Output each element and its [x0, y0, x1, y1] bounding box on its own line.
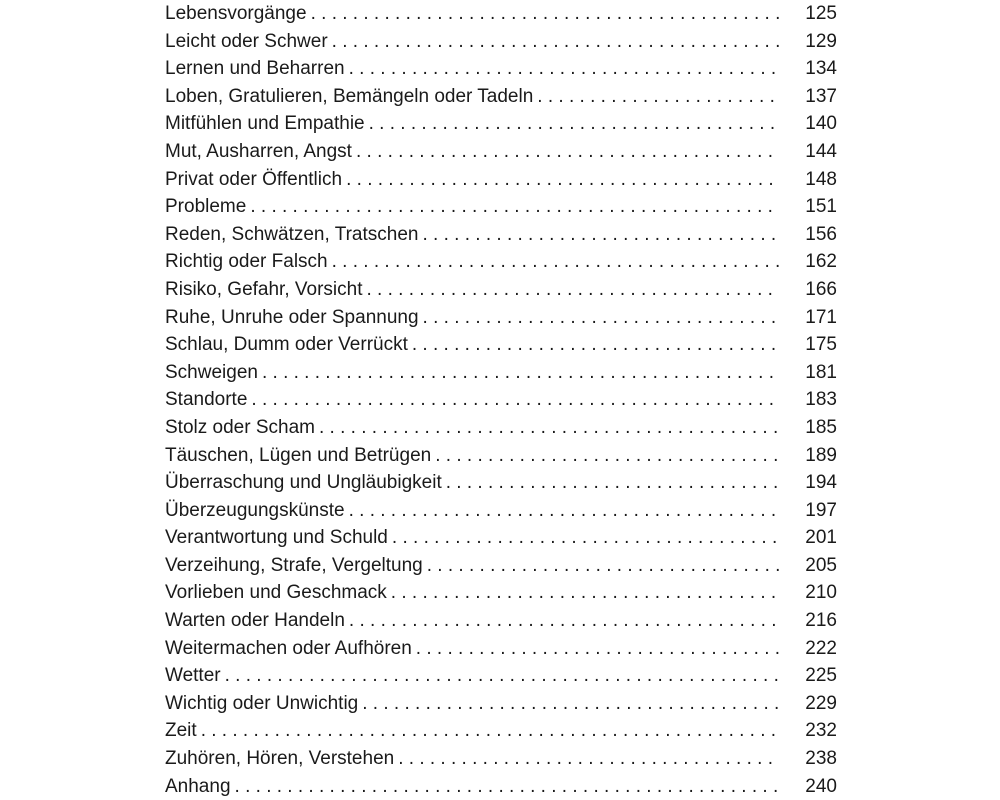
dot-leader [346, 166, 779, 194]
toc-entry-title: Wetter [165, 662, 225, 690]
toc-entry-title: Ruhe, Unruhe oder Spannung [165, 304, 423, 332]
toc-entry-title: Privat oder Öffentlich [165, 166, 346, 194]
dot-leader [412, 331, 779, 359]
dot-leader [349, 497, 779, 525]
toc-entry-page-number: 229 [805, 692, 837, 714]
toc-entry[interactable] [165, 607, 837, 635]
toc-entry-page-number: 181 [805, 361, 837, 383]
toc-entry-title: Täuschen, Lügen und Betrügen [165, 442, 435, 470]
toc-entry-title: Richtig oder Falsch [165, 248, 332, 276]
toc-entry-page-number: 185 [805, 416, 837, 438]
toc-entry[interactable] [165, 55, 837, 83]
toc-entry[interactable] [165, 331, 837, 359]
toc-entry-page-number: 238 [805, 748, 837, 770]
toc-entry-page-number: 183 [805, 389, 837, 411]
toc-entry-title: Standorte [165, 386, 251, 414]
toc-entry[interactable] [165, 28, 837, 56]
dot-leader [262, 359, 779, 387]
toc-entry-title: Loben, Gratulieren, Bemängeln oder Tadeln [165, 83, 537, 111]
toc-entry-page-number: 210 [805, 582, 837, 604]
dot-leader [332, 248, 779, 276]
dot-leader [311, 0, 779, 28]
toc-entry-title: Probleme [165, 193, 250, 221]
toc-entry[interactable] [165, 166, 837, 194]
toc-entry[interactable] [165, 138, 837, 166]
toc-entry[interactable] [165, 359, 837, 387]
toc-entry-page-number: 189 [805, 444, 837, 466]
toc-entry[interactable] [165, 497, 837, 525]
dot-leader [366, 276, 779, 304]
toc-entry[interactable] [165, 662, 837, 690]
toc-entry-page-number: 140 [805, 113, 837, 135]
toc-entry-page-number: 134 [805, 58, 837, 80]
table-of-contents [165, 0, 837, 800]
toc-entry-title: Wichtig oder Unwichtig [165, 690, 362, 718]
dot-leader [201, 717, 779, 745]
dot-leader [251, 386, 779, 414]
dot-leader [349, 55, 779, 83]
toc-entry-page-number: 137 [805, 85, 837, 107]
toc-entry[interactable] [165, 193, 837, 221]
dot-leader [435, 442, 779, 470]
toc-entry[interactable] [165, 773, 837, 800]
toc-entry-title: Schlau, Dumm oder Verrückt [165, 331, 412, 359]
toc-entry[interactable] [165, 0, 837, 28]
toc-entry-title: Leicht oder Schwer [165, 28, 332, 56]
toc-entry-title: Verantwortung und Schuld [165, 524, 392, 552]
toc-entry-title: Warten oder Handeln [165, 607, 349, 635]
toc-entry[interactable] [165, 717, 837, 745]
toc-entry-title: Stolz oder Scham [165, 414, 319, 442]
toc-entry-title: Vorlieben und Geschmack [165, 579, 391, 607]
toc-entry[interactable] [165, 579, 837, 607]
toc-entry-page-number: 240 [805, 775, 837, 797]
dot-leader [369, 110, 779, 138]
toc-entry-page-number: 222 [805, 637, 837, 659]
toc-entry[interactable] [165, 221, 837, 249]
dot-leader [362, 690, 779, 718]
toc-entry-page-number: 162 [805, 251, 837, 273]
toc-entry-page-number: 151 [805, 196, 837, 218]
toc-entry[interactable] [165, 276, 837, 304]
toc-entry-title: Anhang [165, 773, 235, 800]
toc-entry-title: Verzeihung, Strafe, Vergeltung [165, 552, 427, 580]
toc-entry-page-number: 205 [805, 554, 837, 576]
toc-entry-title: Mut, Ausharren, Angst [165, 138, 356, 166]
toc-entry[interactable] [165, 745, 837, 773]
toc-entry-title: Zeit [165, 717, 201, 745]
dot-leader [446, 469, 779, 497]
dot-leader [398, 745, 779, 773]
dot-leader [423, 304, 779, 332]
toc-entry-page-number: 225 [805, 665, 837, 687]
toc-entry-title: Zuhören, Hören, Verstehen [165, 745, 398, 773]
toc-entry-title: Weitermachen oder Aufhören [165, 635, 416, 663]
toc-entry[interactable] [165, 524, 837, 552]
dot-leader [235, 773, 779, 800]
toc-entry-page-number: 197 [805, 499, 837, 521]
dot-leader [422, 221, 779, 249]
dot-leader [319, 414, 779, 442]
toc-entry[interactable] [165, 386, 837, 414]
dot-leader [332, 28, 779, 56]
dot-leader [391, 579, 779, 607]
toc-entry[interactable] [165, 304, 837, 332]
toc-entry-page-number: 232 [805, 720, 837, 742]
toc-entry-page-number: 194 [805, 472, 837, 494]
dot-leader [392, 524, 779, 552]
dot-leader [225, 662, 779, 690]
toc-entry-title: Lebensvorgänge [165, 0, 311, 28]
toc-entry-title: Überzeugungskünste [165, 497, 349, 525]
dot-leader [349, 607, 779, 635]
toc-entry-page-number: 156 [805, 223, 837, 245]
toc-entry[interactable] [165, 442, 837, 470]
toc-entry-page-number: 171 [805, 306, 837, 328]
toc-entry-page-number: 129 [805, 30, 837, 52]
toc-entry[interactable] [165, 552, 837, 580]
toc-entry-title: Schweigen [165, 359, 262, 387]
dot-leader [356, 138, 779, 166]
toc-entry[interactable] [165, 110, 837, 138]
dot-leader [250, 193, 779, 221]
toc-entry[interactable] [165, 414, 837, 442]
toc-entry-title: Mitfühlen und Empathie [165, 110, 369, 138]
dot-leader [416, 635, 779, 663]
toc-entry-title: Risiko, Gefahr, Vorsicht [165, 276, 366, 304]
toc-entry-title: Reden, Schwätzen, Tratschen [165, 221, 422, 249]
dot-leader [537, 83, 779, 111]
toc-entry[interactable] [165, 635, 837, 663]
toc-entry-page-number: 175 [805, 334, 837, 356]
toc-entry-title: Überraschung und Ungläubigkeit [165, 469, 446, 497]
toc-entry-page-number: 166 [805, 278, 837, 300]
toc-entry[interactable] [165, 690, 837, 718]
toc-entry-page-number: 201 [805, 527, 837, 549]
toc-entry[interactable] [165, 83, 837, 111]
toc-entry[interactable] [165, 469, 837, 497]
toc-entry[interactable] [165, 248, 837, 276]
toc-entry-title: Lernen und Beharren [165, 55, 349, 83]
toc-entry-page-number: 148 [805, 168, 837, 190]
dot-leader [427, 552, 779, 580]
toc-entry-page-number: 216 [805, 610, 837, 632]
toc-entry-page-number: 144 [805, 140, 837, 162]
toc-entry-page-number: 125 [805, 3, 837, 24]
